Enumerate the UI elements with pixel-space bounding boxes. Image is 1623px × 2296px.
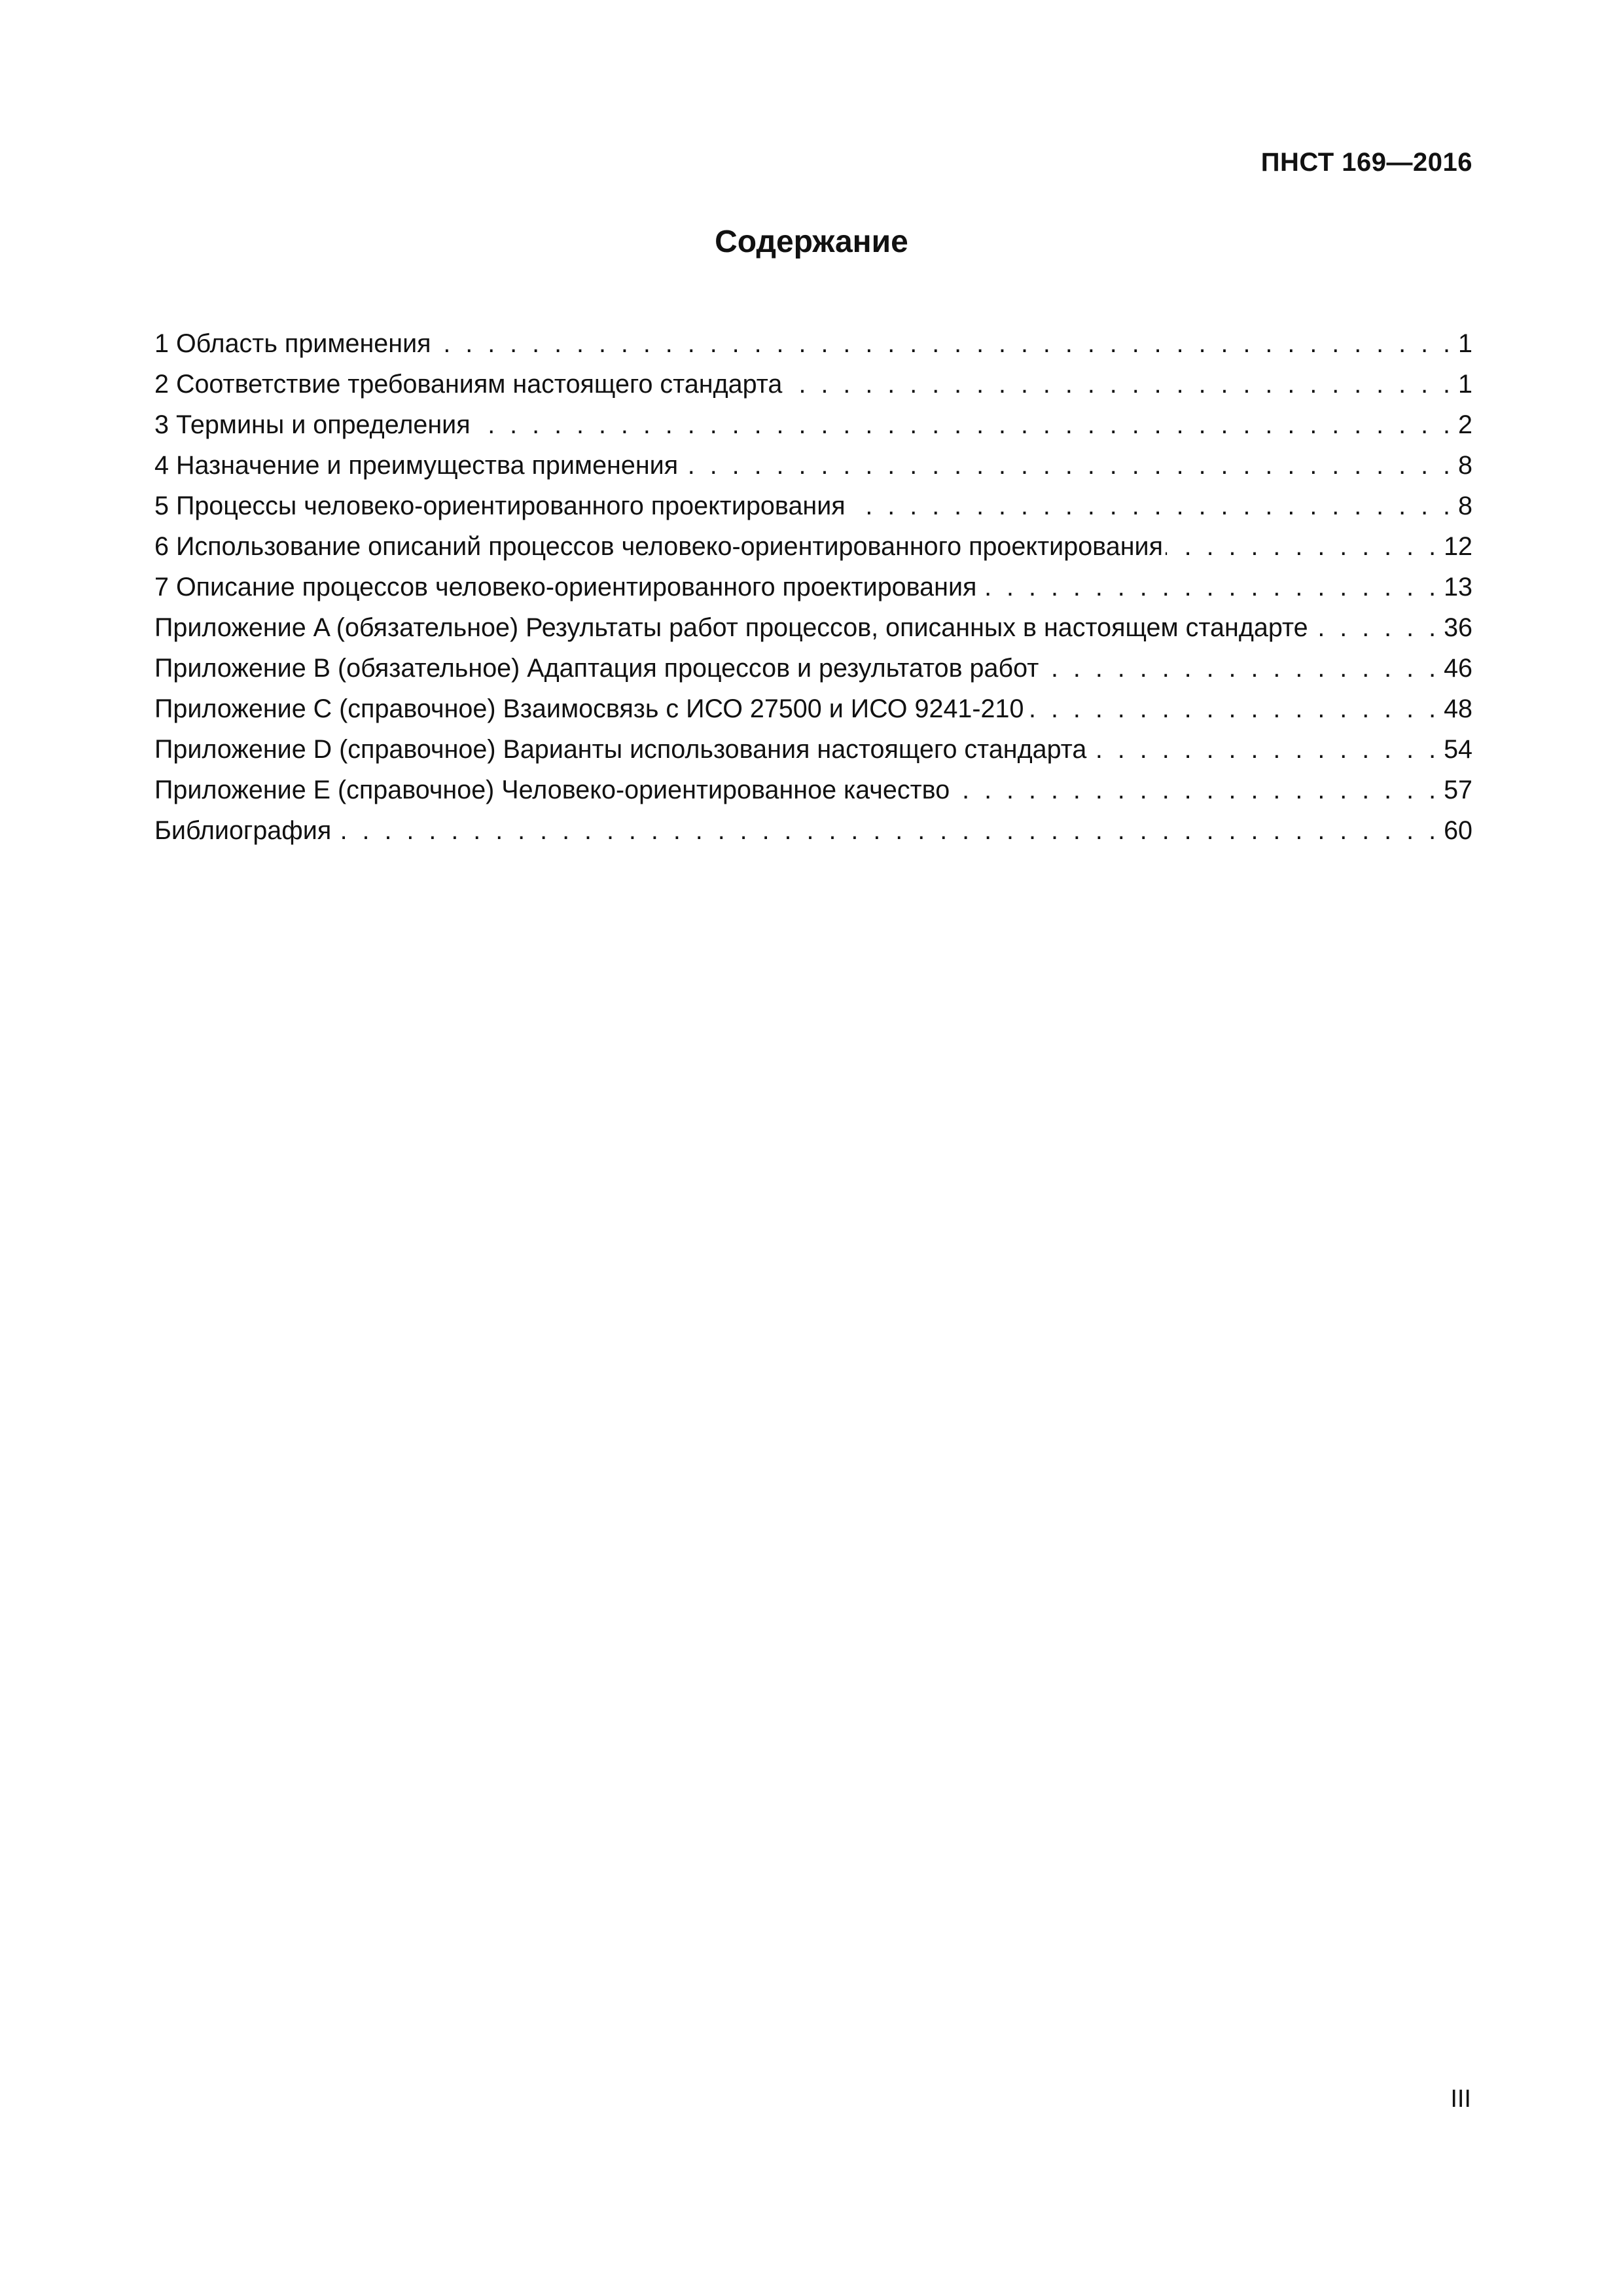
toc-leader-dots [1166,526,1440,567]
toc-item[interactable] [154,689,1472,729]
toc-leader-dots [473,404,1454,445]
toc-leader-dots [952,770,1440,810]
toc-title: Содержание [715,224,908,259]
toc-item[interactable] [154,364,1472,404]
toc-item-label: Библиография [154,816,332,845]
toc-item-page: 8 [1458,492,1472,520]
toc-item[interactable] [154,404,1472,445]
toc-leader-dots [434,323,1454,364]
page-number: III [1450,2085,1471,2113]
toc-item[interactable] [154,323,1472,364]
toc-leader-dots [785,364,1454,404]
toc-item-page: 12 [1444,532,1472,561]
toc-item-page: 54 [1444,735,1472,764]
toc-item-label: Приложение B (обязательное) Адаптация процессов и результатов работ [154,654,1039,683]
toc-item-page: 60 [1444,816,1472,845]
toc-item-label: 1 Область применения [154,329,431,358]
toc-leader-dots [1311,607,1440,648]
toc-item-page: 1 [1458,329,1472,358]
toc-item-label: 2 Соответствие требованиям настоящего стандарта [154,370,783,399]
toc-leader-dots [848,486,1454,526]
toc-leader-dots [1041,648,1440,689]
toc-item-page: 13 [1444,573,1472,601]
toc-item-page: 1 [1458,370,1472,399]
toc-item-label: Приложение A (обязательное) Результаты работ процессов, описанных в настоящем стандарте [154,613,1308,642]
toc-item[interactable] [154,567,1472,607]
toc-item[interactable] [154,770,1472,810]
toc-leader-dots [334,810,1440,851]
toc-leader-dots [1026,689,1440,729]
toc-item-page: 36 [1444,613,1472,642]
toc-item-label: 7 Описание процессов человеко-ориентированного проектирования [154,573,977,601]
toc-item-label: 6 Использование описаний процессов человеко-ориентированного проектирования [154,532,1163,561]
toc-item-page: 57 [1444,776,1472,804]
toc-item-label: 3 Термины и определения [154,410,471,439]
toc-item-label: Приложение E (справочное) Человеко-ориентированное качество [154,776,950,804]
table-of-contents [154,323,1472,851]
toc-leader-dots [979,567,1440,607]
toc-item[interactable] [154,445,1472,486]
document-code: ПНСТ 169—2016 [1260,148,1472,177]
toc-item-label: 5 Процессы человеко-ориентированного проектирования [154,492,846,520]
toc-item-page: 48 [1444,694,1472,723]
toc-item[interactable] [154,810,1472,851]
toc-item[interactable] [154,486,1472,526]
toc-item[interactable] [154,729,1472,770]
toc-item[interactable] [154,607,1472,648]
toc-item[interactable] [154,648,1472,689]
toc-item-page: 46 [1444,654,1472,683]
toc-item-page: 2 [1458,410,1472,439]
toc-item-label: 4 Назначение и преимущества применения [154,451,679,480]
toc-item-label: Приложение C (справочное) Взаимосвязь с ИСО 27500 и ИСО 9241-210 [154,694,1024,723]
toc-item-label: Приложение D (справочное) Варианты использования настоящего стандарта [154,735,1087,764]
toc-leader-dots [1089,729,1440,770]
toc-item-page: 8 [1458,451,1472,480]
toc-item[interactable] [154,526,1472,567]
toc-leader-dots [681,445,1454,486]
